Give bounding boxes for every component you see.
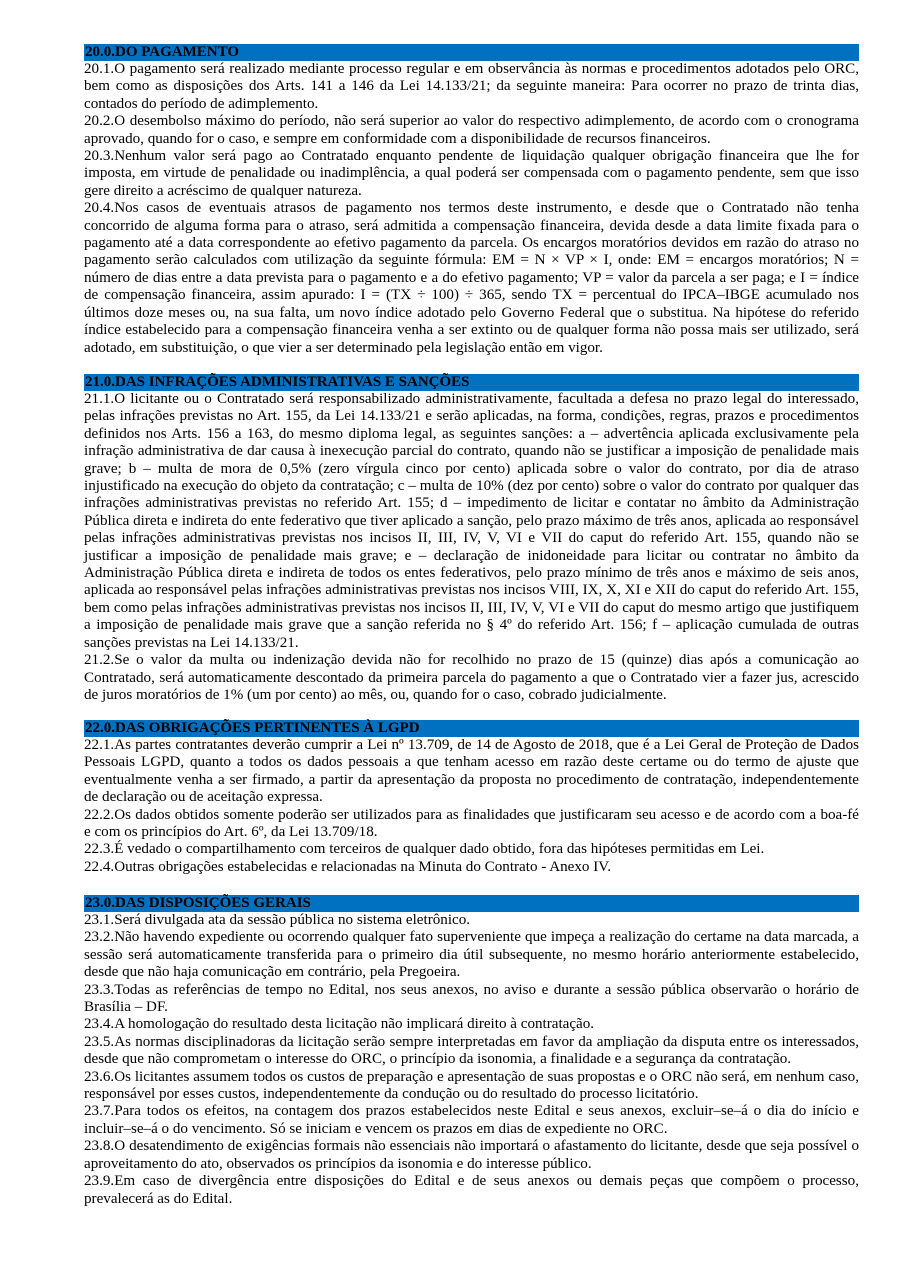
clause-paragraph: 23.2.Não havendo expediente ou ocorrendo qualquer fato superveniente que impeça a realização do certame na data marcada, a sessão será automaticamente transferida para o primeiro dia útil subsequente, no mesmo horário anteriormente estabelecido, desde que não haja comunicação em contrário, pela Pregoeira. [84, 929, 859, 981]
clause-paragraph: 22.2.Os dados obtidos somente poderão ser utilizados para as finalidades que justificaram seu acesso e de acordo com a boa-fé e com os princípios do Art. 6º, da Lei 13.709/18. [84, 806, 859, 841]
clause-paragraph: 21.2.Se o valor da multa ou indenização devida não for recolhido no prazo de 15 (quinze) dias após a comunicação ao Contratado, será automaticamente descontado da primeira parcela do pagamento a que o Contratado vier a fazer jus, acrescido de juros moratórios de 1% (um por cento) ao mês, ou, quando for o caso, cobrado judicialmente. [84, 652, 859, 703]
clause-paragraph: 23.4.A homologação do resultado desta licitação não implicará direito à contratação. [84, 1016, 595, 1033]
clause-paragraph: 22.4.Outras obrigações estabelecidas e relacionadas na Minuta do Contrato - Anexo IV. [84, 858, 612, 875]
clause-paragraph: 22.1.As partes contratantes deverão cumprir a Lei nº 13.709, de 14 de Agosto de 2018, que é a Lei Geral de Proteção de Dados Pessoais LGPD, quanto a todos os dados pessoais a que tenham acesso em razão deste certame ou do termo de ajuste que eventualmente venha a ser firmado, a partir da apresentação da proposta no procedimento de contratação, independentemente de declaração ou de aceitação expressa. [84, 737, 859, 806]
clause-paragraph: 23.3.Todas as referências de tempo no Edital, nos seus anexos, no aviso e durante a sessão pública observarão o horário de Brasília – DF. [84, 981, 859, 1016]
section-heading: 20.0.DO PAGAMENTO [84, 44, 859, 61]
section-heading: 21.0.DAS INFRAÇÕES ADMINISTRATIVAS E SANÇÕES [84, 374, 859, 391]
clause-paragraph: 20.2.O desembolso máximo do período, não será superior ao valor do respectivo adimplemento, de acordo com o cronograma aprovado, quando for o caso, e sempre em conformidade com a disponibilidade de recursos financeiros. [84, 113, 859, 147]
clause-paragraph: 23.6.Os licitantes assumem todos os custos de preparação e apresentação de suas propostas e o ORC não será, em nenhum caso, responsável por esses custos, independentemente da condução ou do resultado do processo licitatório. [84, 1068, 859, 1103]
clause-paragraph: 21.1.O licitante ou o Contratado será responsabilizado administrativamente, facultada a defesa no prazo legal do interessado, pelas infrações previstas no Art. 155, da Lei 14.133/21 e serão aplicadas, na forma, condições, regras, prazos e procedimentos definidos nos Arts. 156 a 163, do mesmo diploma legal, as seguintes sanções: a – advertência aplicada exclusivamente pela infração administrativa de dar causa à inexecução parcial do contrato, quando não se justificar a imposição de penalidade mais grave; b – multa de mora de 0,5% (zero vírgula cinco por cento) aplicada sobre o valor do contrato, por dia de atraso injustificado na execução do objeto da contratação; c – multa de 10% (dez por cento) sobre o valor do contrato por qualquer das infrações administrativas previstas no referido Art. 155; d – impedimento de licitar e contatar no âmbito da Administração Pública direta e indireta do ente federativo que tiver aplicado a sanção, pelo prazo máximo de três anos, aplicada ao responsável pelas infrações administrativas previstas nos incisos II, III, IV, V, VI e VII do caput do referido Art. 155, quando não se justificar a imposição de penalidade mais grave; e – declaração de inidoneidade para licitar ou contratar no âmbito da Administração Pública direta e indireta de todos os entes federativos, pelo prazo mínimo de três anos e máximo de seis anos, aplicada ao responsável pelas infrações administrativas previstas nos incisos VIII, IX, X, XI e XII do caput do referido Art. 155, bem como pelas infrações administrativas previstas nos incisos II, III, IV, V, VI e VII do caput do mesmo artigo que justifiquem a imposição de penalidade mais grave que a sanção referida no § 4º do referido Art. 156; f – aplicação cumulada de outras sanções previstas na Lei 14.133/21. [84, 391, 859, 651]
section-lgpd [84, 720, 859, 876]
clause-paragraph: 20.4.Nos casos de eventuais atrasos de pagamento nos termos deste instrumento, e desde que o Contratado não tenha concorrido de alguma forma para o atraso, será admitida a compensação financeira, devida desde a data limite fixada para o pagamento até a data correspondente ao efetivo pagamento da parcela. Os encargos moratórios devidos em razão do atraso no pagamento serão calculados com utilização da seguinte fórmula: EM = N × VP × I, onde: EM = encargos moratórios; N = número de dias entre a data prevista para o pagamento e a do efetivo pagamento; VP = valor da parcela a ser paga; e I = índice de compensação financeira, assim apurado: I = (TX ÷ 100) ÷ 365, sendo TX = percentual do IPCA–IBGE acumulado nos últimos doze meses ou, na sua falta, um novo índice adotado pelo Governo Federal que o substitua. Na hipótese do referido índice estabelecido para a compensação financeira venha a ser extinto ou de qualquer forma não possa mais ser utilizado, será adotado, em substituição, o que vier a ser determinado pela legislação então em vigor. [84, 200, 859, 356]
clause-paragraph: 20.3.Nenhum valor será pago ao Contratado enquanto pendente de liquidação qualquer obrigação financeira que lhe for imposta, em virtude de penalidade ou inadimplência, a qual poderá ser compensada com o pagamento pendente, sem que isso gere direito a acréscimo de qualquer natureza. [84, 148, 859, 199]
clause-paragraph: 23.1.Será divulgada ata da sessão pública no sistema eletrônico. [84, 912, 471, 928]
clause-paragraph: 23.8.O desatendimento de exigências formais não essenciais não importará o afastamento do licitante, desde que seja possível o aproveitamento do ato, observados os princípios da isonomia e do interesse público. [84, 1138, 859, 1172]
clause-paragraph: 22.3.É vedado o compartilhamento com terceiros de qualquer dado obtido, fora das hipóteses permitidas em Lei. [84, 841, 765, 858]
clause-paragraph: 23.7.Para todos os efeitos, na contagem dos prazos estabelecidos neste Edital e seus anexos, excluir–se–á o dia do início e incluir–se–á o do vencimento. Só se iniciam e vencem os prazos em dias de expediente no ORC. [84, 1103, 859, 1137]
clause-paragraph: 20.1.O pagamento será realizado mediante processo regular e em observância às normas e procedimentos adotados pelo ORC, bem como as disposições dos Arts. 141 a 146 da Lei 14.133/21; da seguinte maneira: Para ocorrer no prazo de trinta dias, contados do período de adimplemento. [84, 61, 859, 112]
section-infracoes-sancoes [84, 374, 859, 704]
section-disposicoes-gerais [84, 895, 859, 1208]
section-pagamento [84, 44, 859, 357]
clause-paragraph: 23.9.Em caso de divergência entre disposições do Edital e de seus anexos ou demais peças que compõem o processo, prevalecerá as do Edital. [84, 1173, 859, 1207]
clause-paragraph: 23.5.As normas disciplinadoras da licitação serão sempre interpretadas em favor da ampliação da disputa entre os interessados, desde que não comprometam o interesse do ORC, o princípio da isonomia, a finalidade e a segurança da contratação. [84, 1033, 859, 1068]
section-heading: 22.0.DAS OBRIGAÇÕES PERTINENTES À LGPD [84, 720, 859, 737]
section-heading: 23.0.DAS DISPOSIÇÕES GERAIS [84, 895, 859, 912]
